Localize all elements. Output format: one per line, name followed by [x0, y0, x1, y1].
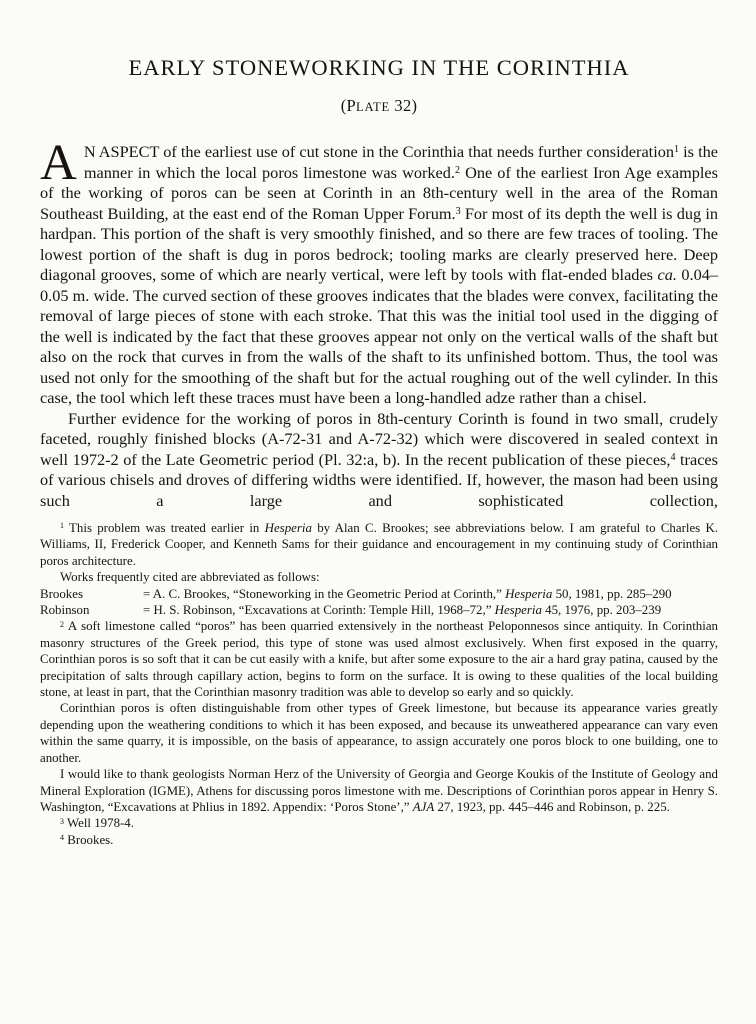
footnote-4-text: $^4$ Brookes. [60, 832, 114, 847]
article-body [40, 135, 719, 511]
footnote-section [40, 520, 718, 848]
plate-subtitle [40, 96, 718, 116]
plate-suffix: 32) [389, 96, 418, 115]
footnote-3-text: $^3$ Well 1978-4. [60, 816, 134, 831]
footnote-2-paragraph-3: I would like to thank geologists Norman Herz of the University of Georgia and George Koukis of the Institute of Geology and Mineral Exploration (IGME), Athens for discussing poros limestone with me. Descriptions of Corinthian poros appear in Henry S. Washington, “Excavations at Phlius in 1892. Appendix: ‘Poros Stone’,” AJA 27, 1923, pp. 445–446 and Robinson, p. 225. [40, 767, 718, 814]
paragraph-opening-text: N ASPECT of the earliest use of cut stone in the Corinthia that needs further consideration$^1$ is the manner in which the local poros limestone was worked.$^2$ One of the earliest Iron Age examples of the working of poros can be seen at Corinth in an 8th-century well in the area of the Roman Southeast Building, at the east end of the Roman Upper Forum.$^3$ For most of its depth the well is dug in hardpan. This portion of the shaft is very smoothly finished, and so there are few traces of tooling. The lowest portion of the shaft is dug in poros bedrock; tooling marks are clearly preserved here. Deep diagonal grooves, some of which are nearly vertical, were left by tools with flat-ended blades ca. 0.04–0.05 m. wide. The curved section of these grooves indicates that the blades were convex, facilitating the removal of large pieces of stone with each stroke. That this was the initial tool used in the digging of the well is indicated by the fact that these grooves appear not only on the vertical walls of the shaft but also on the rock that curves in from the walls of the shaft to its unfinished bottom. Thus, the tool was used not only for the smoothing of the shaft but for the actual roughing out of the well cylinder. In this case, the tool which left these traces must have been a long-handled adze rather than a chisel. [40, 142, 719, 407]
abbreviation-term: Brookes [40, 586, 83, 601]
footnote-1-text: $^1$ This problem was treated earlier in Hesperia by Alan C. Brookes; see abbreviations below. I am grateful to Charles K. Williams, II, Frederick Cooper, and Kenneth Sams for their guidance and encouragement in my continuing study of Corinthian poros architecture. [40, 521, 718, 568]
abbreviation-entry-robinson [40, 602, 718, 618]
abbreviation-term: Robinson [40, 603, 90, 618]
plate-smallcaps: LATE [355, 100, 390, 114]
abbreviation-definition: = A. C. Brookes, “Stoneworking in the Geometric Period at Corinth,” Hesperia 50, 1981, pp. 285–290 [143, 586, 672, 601]
dropcap-letter: A [40, 135, 77, 191]
plate-prefix: (P [340, 96, 356, 115]
paragraph-second: Further evidence for the working of poros in 8th-century Corinth is found in two small, crudely faceted, roughly finished blocks (A-72-31 and A-72-32) which were discovered in sealed context in well 1972-2 of the Late Geometric period (Pl. 32:a, b). In the recent publication of these pieces,$^4$ traces of various chisels and droves of differing widths were identified. If, however, the mason had been using such a large and sophisticated collection, [40, 408, 718, 510]
abbreviation-entry-brookes [40, 586, 718, 602]
abbreviation-definition: = H. S. Robinson, “Excavations at Corinth: Temple Hill, 1968–72,” Hesperia 45, 1976, pp. 203–239 [143, 603, 662, 618]
page-title: EARLY STONEWORKING IN THE CORINTHIA [128, 55, 630, 80]
footnote-2-paragraph-2: Corinthian poros is often distinguishable from other types of Greek limestone, but because its appearance varies greatly depending upon the weathering conditions to which it has been exposed, and because its unweathered appearance can vary even within the same quarry, it is impossible, on the basis of appearance, to assign accurately one poros block to one building, one to another. [40, 701, 718, 765]
paragraph-opening [40, 135, 719, 409]
footnote-2-text: $^2$ A soft limestone called “poros” has been quarried extensively in the northeast Peloponnesos since antiquity. In Corinthian masonry structures of the Greek period, this type of stone was used almost exclusively. When first exposed in the quarry, Corinthian poros is so soft that it can be cut easily with a knife, but after some exposure to the air a hard gray patina, caused by the precipitation of salts through capillary action, begins to form on the surface. It is owing to these qualities of the local building stone, at least in part, that the Corinthian masonry tradition was able to develop so early and so quickly. [40, 619, 718, 700]
footnote-1-works-cited-intro: Works frequently cited are abbreviated as follows: [60, 570, 320, 585]
